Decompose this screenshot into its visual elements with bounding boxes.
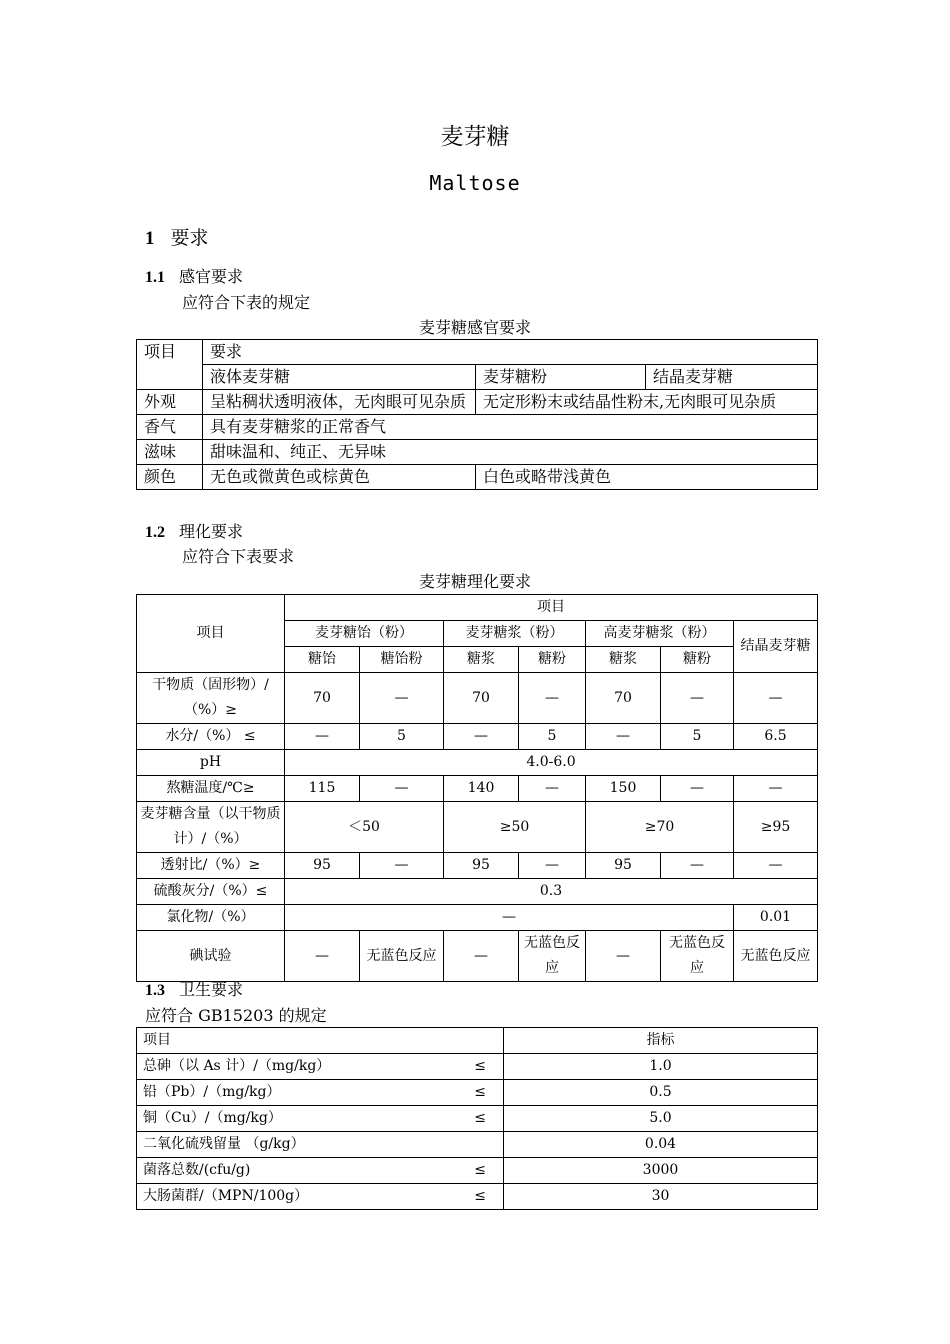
table-cell: 透射比/（%）≥ <box>137 853 285 879</box>
table-cell: 糖饴 <box>285 647 360 673</box>
table-cell <box>137 1184 504 1210</box>
table-cell: 5 <box>661 724 734 750</box>
table-cell: 结晶麦芽糖 <box>646 365 818 390</box>
table-cell: — <box>519 673 586 724</box>
hygiene-requirements-table <box>136 1027 818 1210</box>
item-label: 大肠菌群/（MPN/100g） <box>143 1188 309 1204</box>
table-row <box>137 340 818 365</box>
table-cell: 115 <box>285 776 360 802</box>
table-cell: — <box>734 776 818 802</box>
section-1-2-heading <box>145 519 243 542</box>
table-cell: 碘试验 <box>137 931 285 982</box>
table-cell: 麦芽糖含量（以干物质计）/（%） <box>137 802 285 853</box>
table-cell: — <box>285 931 360 982</box>
table-cell: — <box>285 905 734 931</box>
table-row <box>137 879 818 905</box>
table-row <box>137 1132 818 1158</box>
table-cell: 无蓝色反应 <box>360 931 444 982</box>
table-cell: — <box>444 724 519 750</box>
table-row <box>137 776 818 802</box>
item-label: 菌落总数/(cfu/g) <box>143 1162 251 1178</box>
table-cell: — <box>285 724 360 750</box>
table-cell: 颜色 <box>137 465 203 490</box>
section-number: 1.1 <box>145 269 165 286</box>
section-1-3-heading <box>145 977 243 1000</box>
table-row <box>137 415 818 440</box>
table-cell: — <box>734 853 818 879</box>
table-cell: 6.5 <box>734 724 818 750</box>
table-cell: 70 <box>586 673 661 724</box>
table-cell: 糖浆 <box>586 647 661 673</box>
table-cell: 麦芽糖粉 <box>476 365 646 390</box>
table-cell: 无蓝色反应 <box>661 931 734 982</box>
table-row <box>137 931 818 982</box>
table-cell: 项目 <box>285 595 818 621</box>
table-cell <box>137 1132 504 1158</box>
table-row <box>137 853 818 879</box>
physchem-requirements-table <box>136 594 818 982</box>
table-cell: — <box>360 853 444 879</box>
table-row <box>137 724 818 750</box>
table-cell: 氯化物/（%） <box>137 905 285 931</box>
le-symbol: ≤ <box>474 1188 486 1204</box>
table-cell: 无蓝色反应 <box>734 931 818 982</box>
table-cell: 甜味温和、纯正、无异味 <box>203 440 818 465</box>
item-label: 二氧化硫残留量 （g/kg） <box>143 1136 305 1152</box>
table-cell: 项目 <box>137 595 285 673</box>
table-cell: 糖饴粉 <box>360 647 444 673</box>
table-cell: 4.0-6.0 <box>285 750 818 776</box>
table-cell: ＜50 <box>285 802 444 853</box>
section-number: 1.3 <box>145 982 165 999</box>
table-row <box>137 750 818 776</box>
table-cell: 具有麦芽糖浆的正常香气 <box>203 415 818 440</box>
section-number: 1.2 <box>145 524 165 541</box>
table-row <box>137 365 818 390</box>
table-row <box>137 1080 818 1106</box>
document-subtitle: Maltose <box>429 171 521 195</box>
table-cell: ≥50 <box>444 802 586 853</box>
table-row <box>137 595 818 621</box>
section-label: 要求 <box>170 227 209 249</box>
section-label: 卫生要求 <box>179 980 244 999</box>
table-cell: — <box>444 931 519 982</box>
table-cell: 5.0 <box>504 1106 818 1132</box>
table-cell: ≥70 <box>586 802 734 853</box>
table-cell: 140 <box>444 776 519 802</box>
section-1-3-note: 应符合 GB15203 的规定 <box>145 1006 327 1025</box>
table-cell: 麦芽糖浆（粉） <box>444 621 586 647</box>
table-cell: 糖粉 <box>661 647 734 673</box>
le-symbol: ≤ <box>474 1084 486 1100</box>
section-1-heading <box>145 223 209 250</box>
table-cell: 0.04 <box>504 1132 818 1158</box>
table-cell: 0.5 <box>504 1080 818 1106</box>
table-cell: — <box>360 673 444 724</box>
table-cell: 要求 <box>203 340 818 365</box>
table-cell: 指标 <box>504 1028 818 1054</box>
table-cell: 糖粉 <box>519 647 586 673</box>
table-cell: 香气 <box>137 415 203 440</box>
table-cell: 150 <box>586 776 661 802</box>
table-cell <box>137 1106 504 1132</box>
table-cell: 白色或略带浅黄色 <box>476 465 818 490</box>
table-cell <box>137 1080 504 1106</box>
table-cell: 结晶麦芽糖 <box>734 621 818 673</box>
table-cell: 水分/（%） ≤ <box>137 724 285 750</box>
table-cell: 项目 <box>137 1028 504 1054</box>
table-cell: 95 <box>444 853 519 879</box>
table-row <box>137 802 818 853</box>
document-title: 麦芽糖 <box>440 124 510 150</box>
table-cell: 呈粘稠状透明液体，无肉眼可见杂质 <box>203 390 476 415</box>
table-cell: 95 <box>586 853 661 879</box>
table-cell: 5 <box>519 724 586 750</box>
table-cell: 1.0 <box>504 1054 818 1080</box>
section-1-2-note: 应符合下表要求 <box>182 547 295 566</box>
table-cell: — <box>734 673 818 724</box>
item-label: 铜（Cu）/（mg/kg） <box>143 1110 282 1126</box>
table-row <box>137 1158 818 1184</box>
table-row <box>137 1028 818 1054</box>
table-cell: 95 <box>285 853 360 879</box>
table-cell: 硫酸灰分/（%）≤ <box>137 879 285 905</box>
le-symbol: ≤ <box>474 1058 486 1074</box>
table-cell: 麦芽糖饴（粉） <box>285 621 444 647</box>
table-cell: — <box>519 776 586 802</box>
table-cell: — <box>661 776 734 802</box>
table-row <box>137 673 818 724</box>
table-cell: — <box>519 853 586 879</box>
table-cell: 滋味 <box>137 440 203 465</box>
table-cell: 项目 <box>137 340 203 390</box>
le-symbol: ≤ <box>474 1162 486 1178</box>
section-number: 1 <box>145 228 155 249</box>
table-cell: 3000 <box>504 1158 818 1184</box>
table-cell: — <box>586 931 661 982</box>
table-cell: 无色或微黄色或棕黄色 <box>203 465 476 490</box>
table-cell: 0.3 <box>285 879 818 905</box>
table-cell: 无定形粉末或结晶性粉末,无肉眼可见杂质 <box>476 390 818 415</box>
sensory-table-caption: 麦芽糖感官要求 <box>418 318 531 337</box>
table-cell: 30 <box>504 1184 818 1210</box>
table-cell: 干物质（固形物）/（%）≥ <box>137 673 285 724</box>
table-row <box>137 905 818 931</box>
table-row <box>137 1184 818 1210</box>
table-row <box>137 1054 818 1080</box>
table-cell: — <box>360 776 444 802</box>
sensory-requirements-table <box>136 339 818 490</box>
section-1-1-heading <box>145 264 243 287</box>
table-cell: 高麦芽糖浆（粉） <box>586 621 734 647</box>
table-cell: pH <box>137 750 285 776</box>
table-cell: ≥95 <box>734 802 818 853</box>
physchem-table-caption: 麦芽糖理化要求 <box>418 572 531 591</box>
table-cell: 70 <box>444 673 519 724</box>
table-cell: 5 <box>360 724 444 750</box>
table-cell: 熬糖温度/℃≥ <box>137 776 285 802</box>
table-cell: — <box>586 724 661 750</box>
table-row <box>137 390 818 415</box>
table-row <box>137 1106 818 1132</box>
table-cell <box>137 1158 504 1184</box>
section-label: 感官要求 <box>179 267 244 286</box>
le-symbol: ≤ <box>474 1110 486 1126</box>
table-row <box>137 440 818 465</box>
table-cell: 70 <box>285 673 360 724</box>
table-cell: — <box>661 673 734 724</box>
table-cell: 外观 <box>137 390 203 415</box>
section-label: 理化要求 <box>179 522 244 541</box>
section-1-1-note: 应符合下表的规定 <box>182 293 311 312</box>
table-cell: 液体麦芽糖 <box>203 365 476 390</box>
table-cell: 糖浆 <box>444 647 519 673</box>
table-cell <box>137 1054 504 1080</box>
item-label: 铅（Pb）/（mg/kg） <box>143 1084 281 1100</box>
table-cell: 无蓝色反应 <box>519 931 586 982</box>
table-row <box>137 465 818 490</box>
table-cell: 0.01 <box>734 905 818 931</box>
table-cell: — <box>661 853 734 879</box>
item-label: 总砷（以 As 计）/（mg/kg） <box>143 1058 331 1074</box>
